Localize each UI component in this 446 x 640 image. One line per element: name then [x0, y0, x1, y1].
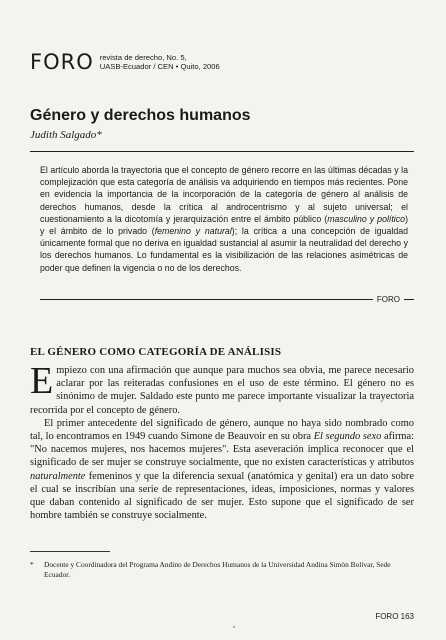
publication-info	[100, 53, 220, 71]
publication-info-line-1: revista de derecho, No. 5,	[99, 53, 187, 62]
article-author: Judith Salgado*	[30, 129, 102, 141]
abstract-text	[40, 164, 408, 274]
footnote-text: Docente y Coordinadora del Programa Andino de Derechos Humanos de la Universidad Andina Simón Bolívar, Sede Ecuador.	[44, 560, 391, 579]
text-run: ); la crítica a una concepción de igualdad únicamente formal que no deriva en igualdad sustancial al asumir la neutralidad del derecho y los derechos humanos. Lo fundamental es la visibilización de las relaciones asimétricas de poder que definen la vigencia o no de los derechos.	[40, 226, 408, 273]
journal-brand: FORO	[30, 50, 94, 74]
abstract-end-tail	[404, 299, 414, 300]
text-run: El primer antecedente del significado de género, aunque no haya sido nombrado como tal, lo encontramos en 1949 cuando Simone de Beauvoir en su obra	[30, 417, 414, 443]
abstract-end-rule	[40, 295, 414, 304]
page-folio: FORO 163	[375, 612, 414, 621]
article-title: Género y derechos humanos	[30, 107, 251, 124]
abstract-end-line	[40, 299, 373, 300]
italic-text: masculino y político	[327, 213, 406, 224]
text-run: femeninos y que la diferencia sexual (anatómica y genital) era un dato sobre el cual se inscribían una serie de representaciones, ideas, imposiciones, normas y valores que daban contenido al significado de ser mujer. Esto supone que el significado de ser hombre también se construye socialmente.	[30, 470, 414, 522]
text-run: El artículo aborda la trayectoria que el concepto de género recorre en las últimas décadas y la complejización que esta categoría de análisis va adquiriendo en tiempos más recientes. Pone en evidencia la importancia de la incorporación de la categoría de género al análisis de derechos humanos, desde la crítica al androcentrismo y al sujeto universal; el cuestionamiento a la dicotomía y jerarquización entre el ámbito público (	[40, 165, 408, 224]
text-run: afirma: "No nacemos mujeres, nos hacemos mujeres". Esta aseveración implica reconocer que el significado de ser mujer se construye socialmente, que no existen características y atributos	[30, 431, 414, 469]
italic-text: El segundo sexo	[313, 431, 382, 443]
footnote-mark: *	[30, 560, 34, 569]
footnote	[30, 560, 414, 579]
drop-cap: E	[30, 360, 54, 402]
section-heading: EL GÉNERO COMO CATEGORÍA DE ANÁLISIS	[30, 346, 282, 358]
italic-text: naturalmente	[30, 470, 86, 482]
print-speck	[233, 626, 235, 628]
paragraph-1-text: mpiezo con una afirmación que aunque para muchos sea obvia, me parece necesario aclarar por las reiteradas confusiones en el uso de este término. El género no es sinónimo de mujer. Saldado este punto me parece importante visualizar la trayectoria recorrida por el concepto de género.	[30, 365, 414, 416]
publication-info-line-2: UASB-Ecuador / CEN • Quito, 2006	[99, 62, 220, 71]
paragraph-2	[30, 417, 414, 523]
paragraph-1	[30, 360, 414, 417]
abstract-top-rule	[30, 151, 414, 152]
abstract-end-tag: FORO	[376, 295, 400, 304]
footnote-rule	[30, 551, 110, 552]
journal-header	[30, 52, 220, 72]
body-text	[30, 360, 414, 522]
italic-text: femenino y natural	[154, 226, 232, 237]
text-run: ) y el ámbito de lo privado (	[40, 213, 408, 237]
